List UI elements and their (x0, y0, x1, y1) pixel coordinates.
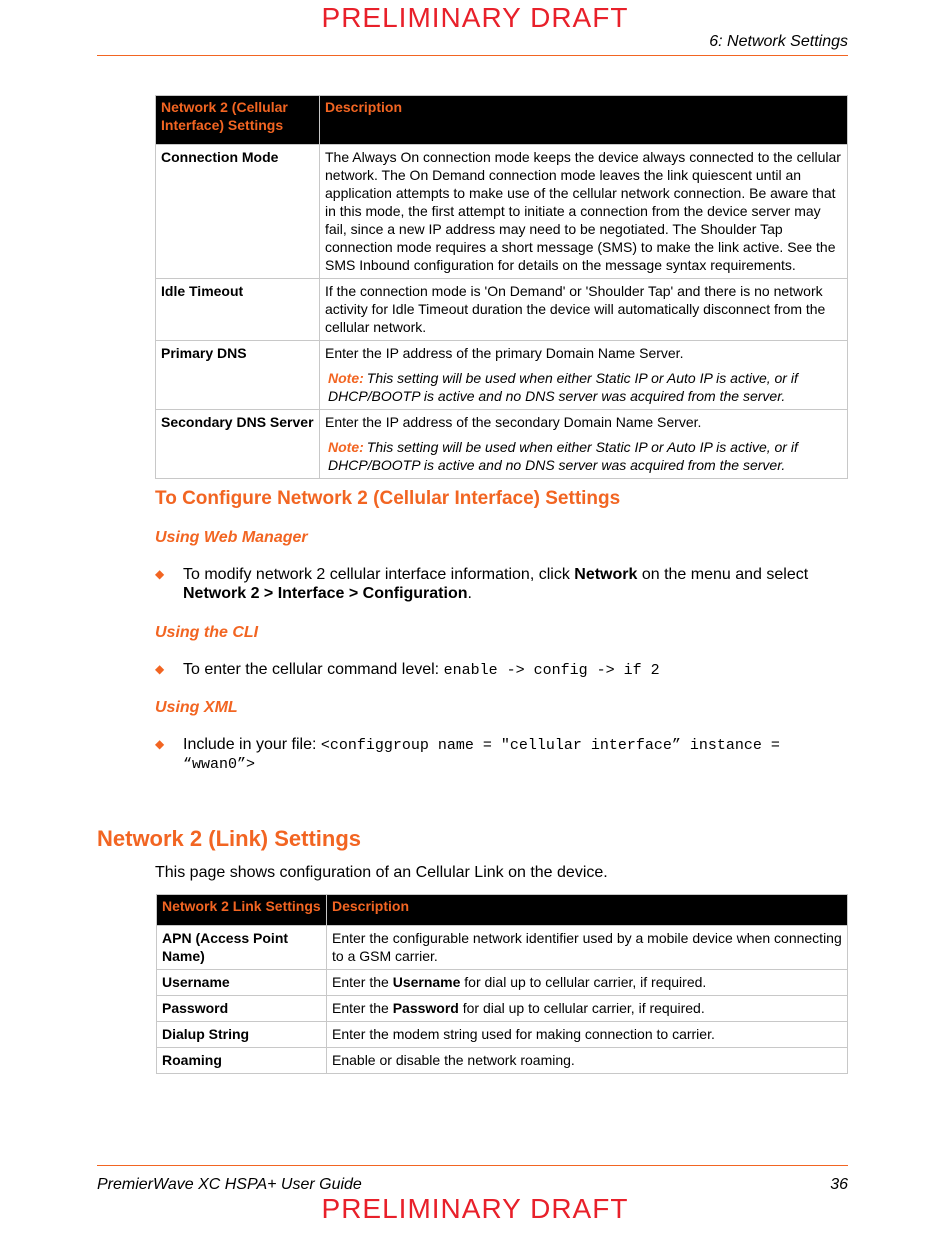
setting-name: Secondary DNS Server (156, 410, 320, 479)
cellular-interface-settings-table (155, 95, 848, 479)
text: . (467, 585, 472, 602)
table-header-settings: Network 2 Link Settings (157, 895, 327, 926)
cli-heading: Using the CLI (155, 624, 259, 641)
text: for dial up to cellular carrier, if required. (458, 1000, 705, 1016)
table-row (157, 996, 848, 1022)
setting-description (327, 996, 848, 1022)
bullet-diamond-icon: ◆ (155, 737, 165, 751)
table-header-settings: Network 2 (Cellular Interface) Settings (156, 96, 320, 145)
table-row (157, 926, 848, 970)
setting-description: Enable or disable the network roaming. (327, 1048, 848, 1074)
table-header-row (157, 895, 848, 926)
bullet-diamond-icon: ◆ (155, 567, 165, 581)
setting-name: Dialup String (157, 1022, 327, 1048)
menu-network: Network (574, 566, 638, 583)
text: for dial up to cellular carrier, if required. (460, 974, 707, 990)
xml-line2: “wwan0”> (183, 756, 256, 773)
table-header-description: Description (320, 96, 848, 145)
table-header-description: Description (327, 895, 848, 926)
menu-path: Network 2 > Interface > Configuration (183, 585, 468, 602)
setting-description (327, 970, 848, 996)
setting-name: Connection Mode (156, 145, 320, 279)
setting-name: Password (157, 996, 327, 1022)
text-bold: Password (392, 1000, 459, 1016)
note (325, 438, 842, 474)
cli-line (183, 660, 660, 680)
link-intro: This page shows configuration of an Cellular Link on the device. (155, 864, 608, 881)
setting-name: Username (157, 970, 327, 996)
table-header-row (156, 96, 848, 145)
web-manager-heading: Using Web Manager (155, 529, 308, 546)
draft-watermark-top: PRELIMINARY DRAFT (321, 2, 629, 33)
text: Include in your file: (183, 736, 321, 753)
table-row (157, 970, 848, 996)
web-manager-line2 (183, 584, 472, 603)
setting-name: APN (Access Point Name) (157, 926, 327, 970)
note-text: This setting will be used when either Static IP or Auto IP is active, or if DHCP/BOOTP is active and no DNS server was acquired from the server. (328, 370, 798, 404)
text: on the menu and select (637, 566, 809, 583)
table-row (156, 279, 848, 341)
note (325, 369, 842, 405)
text: To modify network 2 cellular interface information, click (183, 566, 575, 583)
guide-title: PremierWave XC HSPA+ User Guide (97, 1176, 362, 1193)
note-text: This setting will be used when either Static IP or Auto IP is active, or if DHCP/BOOTP is active and no DNS server was acquired from the server. (328, 439, 798, 473)
setting-name: Idle Timeout (156, 279, 320, 341)
xml-code: <configgroup name = "cellular interface” instance = (320, 737, 780, 754)
note-label: Note: (328, 439, 364, 455)
setting-name: Primary DNS (156, 341, 320, 410)
text: To enter the cellular command level: (183, 661, 444, 678)
cli-command: enable -> config -> if 2 (443, 662, 660, 679)
setting-description-cell (320, 410, 848, 479)
configure-heading: To Configure Network 2 (Cellular Interface) Settings (155, 488, 621, 509)
setting-description-cell (320, 341, 848, 410)
setting-description: If the connection mode is 'On Demand' or 'Shoulder Tap' and there is no network activity for Idle Timeout duration the device will automatically disconnect from the cellular network. (320, 279, 848, 341)
link-settings-heading: Network 2 (Link) Settings (97, 826, 362, 851)
text: Enter the (332, 1000, 393, 1016)
xml-heading: Using XML (155, 699, 238, 716)
footer-rule (97, 1165, 848, 1166)
table-row (156, 410, 848, 479)
table-row (157, 1022, 848, 1048)
table-row (156, 145, 848, 279)
setting-description: Enter the modem string used for making connection to carrier. (327, 1022, 848, 1048)
header-rule (97, 55, 848, 56)
note-label: Note: (328, 370, 364, 386)
setting-name: Roaming (157, 1048, 327, 1074)
table-row (156, 341, 848, 410)
table-row (157, 1048, 848, 1074)
setting-description: Enter the IP address of the primary Domain Name Server. (325, 345, 684, 361)
web-manager-line1 (183, 565, 808, 584)
draft-watermark-bottom: PRELIMINARY DRAFT (321, 1193, 629, 1224)
text-bold: Username (392, 974, 461, 990)
link-settings-table (156, 894, 848, 1074)
bullet-diamond-icon: ◆ (155, 662, 165, 676)
chapter-title: 6: Network Settings (709, 33, 848, 50)
page-number: 36 (830, 1176, 848, 1193)
text: Enter the (332, 974, 393, 990)
setting-description: Enter the IP address of the secondary Domain Name Server. (325, 414, 702, 430)
xml-line1 (183, 735, 780, 755)
setting-description: The Always On connection mode keeps the device always connected to the cellular network. The On Demand connection mode leaves the link quiescent until an application attempts to make use of the cellular network connection. Be aware that in this mode, the first attempt to initiate a connection from the device server may fail, since a new IP address may need to be negotiated. The Shoulder Tap connection mode requires a short message (SMS) to make the link active. See the SMS Inbound configuration for details on the message syntax requirements. (320, 145, 848, 279)
setting-description: Enter the configurable network identifier used by a mobile device when connecting to a GSM carrier. (327, 926, 848, 970)
